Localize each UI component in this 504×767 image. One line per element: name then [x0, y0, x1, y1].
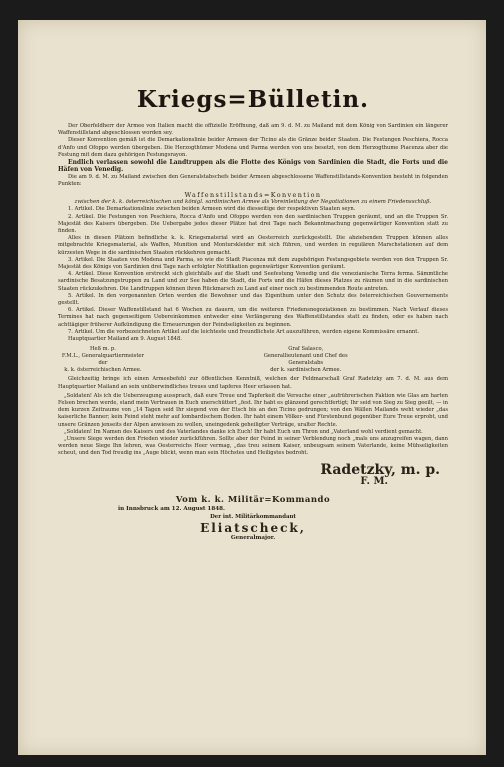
- date-line: Hauptquartier Mailand am 9. August 1848.: [68, 336, 182, 343]
- radetzky-signature: Radetzky, m. p.: [320, 461, 440, 478]
- radetzky-rank: F. M.: [360, 475, 388, 487]
- article-2: 2. Artikel. Die Festungen von Peschiera, Rocca d'Anfo und Ofoppo werden von den sardinischen Truppen geräumt, und an die Truppen Sr. Majestät des Kaisers übergeben. Die Uebergabe jedes dieser Plätze hat drei Tage nach Bekanntmachung gegenwärtiger Konvention statt zu finden.: [58, 213, 448, 235]
- army-order-quote-2: „Soldaten! Im Namen des Kaisers und des Vaterlandes danke ich Euch! Ihr habt Euch um Thron und „Vaterland wohl verdient gemacht.: [64, 428, 423, 435]
- signatory-title-line: k. k. österreichischen Armee.: [64, 367, 142, 374]
- convention-title: Waffenstillstands=Konvention: [184, 191, 322, 200]
- signatory-title-line: der k. sardinischen Armee.: [270, 367, 342, 374]
- signer-name: Eliatscheck,: [200, 520, 306, 535]
- article-3: 3. Artikel. Die Staaten von Modena und Parma, so wie die Stadt Piacenza mit dem zugehörigen Festungsgebiete werden von den Truppen Sr. Majestät des Königs von Sardinien drei Tage nach erfolgter Notifikation gegenwärtiger Konvention geräumt.: [58, 256, 448, 271]
- place-date: in Innsbruck am 12. August 1848.: [118, 505, 225, 512]
- signatory-title-line: Generallieutenant und Chef des Generalstabs: [263, 353, 348, 367]
- article-2-continued: Alles in diesen Plätzen befindliche k. k. Kriegsmaterial wird an Oesterreich zurückgestellt. Die abziehenden Truppen können alles mitgebrachte Kriegsmaterial, als Waffen, Munition und Monturskleider mit sich führen, und werden in regulären Marschstationen auf dem kürzesten Wege in die sardinischen Staaten rückkehren gemacht.: [58, 235, 448, 256]
- article-4: 4. Artikel. Diese Konvention erstreckt sich gleichfalls auf die Stadt und Seefestung Venedig und die venezianische Terra ferma. Sämmtliche sardinische Besatzungstruppen zu Land und zur See haben die Stadt, die Forts und die Häfen dieses Platzes zu räumen und in die sardinischen Staaten rückzukehren. Die Landtruppen können ihren Rückmarsch zu Land auf einer noch zu bestimmenden Route antreten.: [58, 271, 448, 292]
- intro-paragraph-1: Der Oberfeldherr der Armee von Italien macht die offizielle Eröffnung, daß am 9. d. M. zu Mailand mit dem König von Sardinien ein längerer Waffenstillstand abgeschlossen worden sey.: [58, 123, 448, 137]
- preamble-paragraph: Die am 9. d. M. zu Mailand zwischen den Generalstabschefs beider Armeen abgeschlossene Waffenstillstands-Konvention besteht in folgenden Punkten:: [58, 173, 448, 188]
- bulletin-title: Kriegs=Bülletin.: [136, 86, 370, 113]
- signatory-austria: [58, 346, 245, 374]
- article-5: 5. Artikel. In den vorgenannten Orten werden die Bewohner und das Eigenthum unter den Schutz des österreichischen Gouvernements gestellt.: [58, 292, 448, 307]
- article-7: 7. Artikel. Um die vorbezeichneten Artikel auf die leichteste und freundlichste Art auszuführen, werden eigene Kommissäre ernannt.: [68, 328, 420, 335]
- deputy-commander-title: Der int. Militärkommandant: [210, 513, 296, 520]
- convention-subtitle: zwischen der k. k. österreichischen und königl. sardinischen Armee als Voreinleitung der Negotiationen zu einem Friedensschluß.: [74, 199, 432, 206]
- emphasis-paragraph: Endlich verlassen sowohl die Landtruppen als die Flotte des Königs von Sardinien die Stadt, die Forts und die Häfen von Venedig.: [58, 159, 448, 174]
- signatories: [58, 346, 448, 374]
- signatory-title-line: F.M.L., Generalquartiermeister der: [61, 353, 144, 367]
- signer-rank: Generalmajor.: [230, 534, 276, 541]
- army-order-quote-3: „Unsere Siege werden den Frieden wieder zurückführen. Sollte aber der Feind in seiner Verblendung noch „mals uns anzugreifen wagen, dann werden neue Siege Ihn lehren, was Oesterreichs Heer vermag, „das treu seinem Kaiser, unbeugsam seinem Vaterlande, keine Mühseligkeiten scheut, und den Tod freudig ins „Auge blickt, wenn man sein Höchstes und Heiligstes bedroht.: [58, 435, 448, 457]
- intro-paragraph-2: Dieser Konvention gemäß ist die Demarkationslinie beider Armeen der Ticino als die Gränze beider Staaten. Die Festungen Peschiera, Rocca d'Anfo und Ofoppo werden übergeben. Die Herzogthümer Modena und Parma werden von uns besetzt, von dem Herzogthume Piacenza aber die Festung mit dem dazu gehörigen Festungsrayon.: [58, 137, 448, 158]
- article-6: 6. Artikel. Dieser Waffenstillstand hat 6 Wochen zu dauern, um die weiteren Friedensnegoziationen zu bestimmen. Nach Verlauf dieses Termines hat nach gegenseitigem Uebereinkommen entweder eine Verlängerung des Waffenstillstandes statt zu finden, oder es haben nach achttägiger früherer Aufkündigung die Erneuerungen der Feindseligkeiten zu beginnen.: [58, 307, 448, 328]
- military-command-heading: Vom k. k. Militär=Kommando: [175, 494, 331, 505]
- signatory-name: Graf Salasco,: [288, 346, 324, 353]
- bulletin-content: [58, 60, 448, 541]
- signatory-sardinia: [261, 346, 448, 374]
- army-order-quote-1: „Soldaten! Als ich die Ueberzeugung aussprach, daß eure Treue und Tapferkeit die Versuche einer „aufrührerischen Faktion wie Glas am harten Felsen brechen werde, stand mein Vertrauen in Euch unerschüttert „fest. Ihr habt es glänzend gerechtfertigt; Ihr seid von Sieg zu Sieg geeilt, — in dem kurzen Zeitraume von „14 Tagen seid Ihr siegend von der Etsch bis an den Ticino gedrungen; von den Wällen Mailands weht wieder „das kaiserliche Banner; kein Feind steht mehr auf lombardischem Boden. Ihr habt einem Völker- und Fürstenbund gegenüber Eure Treue erprobt, und unsere Gränzen jenseits der Alpen anwiesen zu wollen, uneingedenk geheiligter Verträge, uralter Rechte.: [58, 392, 448, 428]
- article-1: 1. Artikel. Die Demarkationslinie zwischen beiden Armeen wird die diesseitige der respektiven Staaten seyn.: [68, 206, 356, 213]
- proclamation-intro: Gleichzeitig bringe ich einen Armeebefehl zur öffentlichen Kenntniß, welchen der Feldmarschall Graf Radetzky am 7. d. M. aus dem Hauptquartier Mailand an sein unüberwindliches treues und tapferes Heer erlassen hat.: [58, 376, 448, 390]
- signatory-name: Heß m. p.: [89, 346, 116, 353]
- bulletin-sheet: [18, 20, 486, 755]
